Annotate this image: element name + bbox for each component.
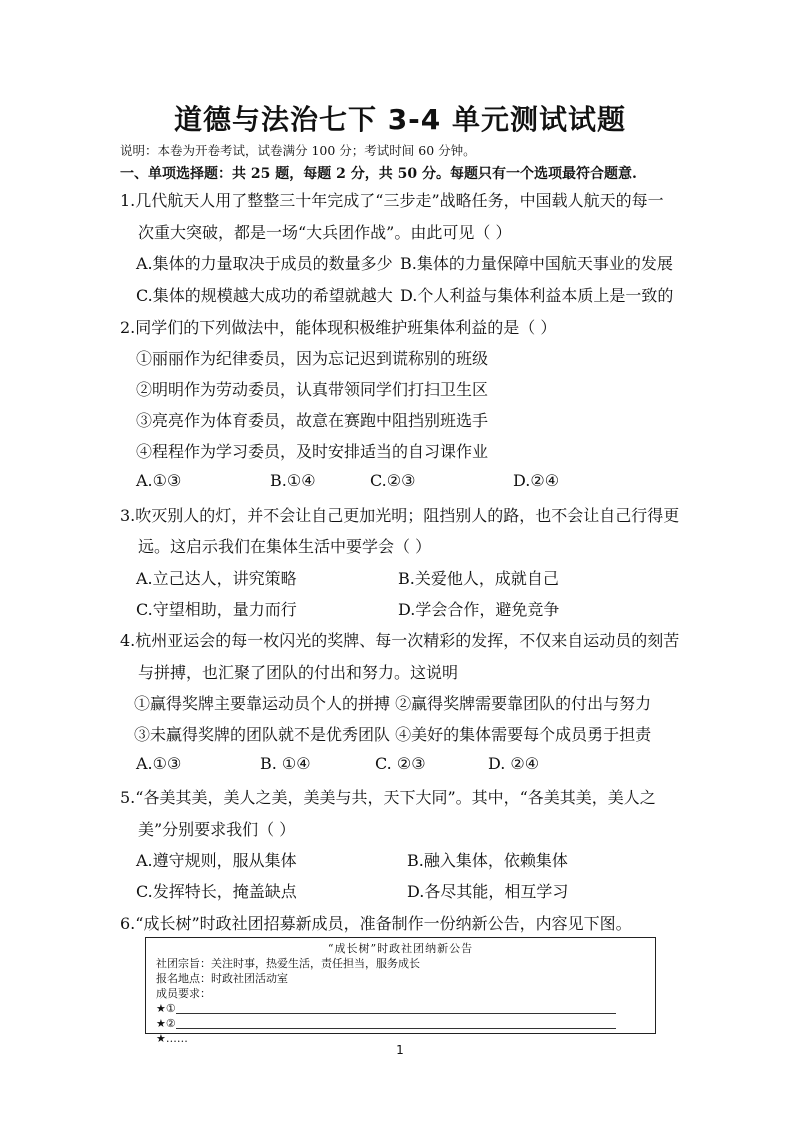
exam-instructions: 说明：本卷为开卷考试，试卷满分 100 分；考试时间 60 分钟。 — [120, 143, 476, 158]
notice-location: 报名地点：时政社团活动室 — [156, 972, 288, 985]
question-1-stem-line-2: 次重大突破，都是一场“大兵团作战”。由此可见（ ） — [138, 223, 512, 242]
question-5-option-c: C.发挥特长，掩盖缺点 — [136, 882, 297, 901]
question-1-option-d: D.个人利益与集体利益本质上是一致的 — [400, 286, 674, 305]
question-2-statement-2: ②明明作为劳动委员，认真带领同学们打扫卫生区 — [136, 380, 489, 399]
question-2-option-b: B.①④ — [270, 471, 316, 490]
question-4-option-a: A.①③ — [136, 754, 182, 773]
question-3-option-d: D.学会合作，避免竞争 — [398, 600, 560, 619]
question-1-option-c: C.集体的规模越大成功的希望就越大 — [136, 286, 393, 305]
question-1-option-a: A.集体的力量取决于成员的数量多少 — [136, 254, 393, 273]
notice-requirement-1-label: ★① — [156, 1002, 176, 1015]
question-3-stem-line-1: 3.吹灭别人的灯，并不会让自己更加光明；阻挡别人的路，也不会让自己行得更 — [120, 506, 680, 525]
question-4-stem-line-1: 4.杭州亚运会的每一枚闪光的奖牌、每一次精彩的发挥，不仅来自运动员的刻苦 — [120, 631, 680, 650]
section-heading: 一、单项选择题：共 25 题，每题 2 分，共 50 分。每题只有一个选项最符合题意. — [120, 166, 637, 182]
question-3-option-b: B.关爱他人，成就自己 — [398, 569, 559, 588]
question-2-statement-1: ①丽丽作为纪律委员，因为忘记迟到谎称别的班级 — [136, 349, 489, 368]
question-2-option-a: A.①③ — [136, 471, 182, 490]
question-4-statements-line-2: ③未赢得奖牌的团队就不是优秀团队 ④美好的集体需要每个成员勇于担责 — [134, 725, 652, 744]
question-4-option-d: D. ②④ — [488, 754, 540, 773]
question-3-option-a: A.立己达人，讲究策略 — [136, 569, 297, 588]
question-6-stem: 6.“成长树”时政社团招募新成员，准备制作一份纳新公告，内容见下图。 — [120, 914, 632, 933]
notice-title: “成长树”时政社团纳新公告 — [327, 942, 474, 955]
question-4-option-c: C. ②③ — [375, 754, 426, 773]
notice-requirement-more: ★…… — [156, 1032, 188, 1045]
question-2-statement-3: ③亮亮作为体育委员，故意在赛跑中阻挡别班选手 — [136, 411, 489, 430]
notice-requirements-label: 成员要求： — [156, 987, 211, 1000]
recruitment-notice-figure — [145, 937, 656, 1045]
question-5-stem-line-1: 5.“各美其美，美人之美，美美与共，天下大同”。其中，“各美其美，美人之 — [120, 788, 656, 807]
notice-requirement-2 — [146, 1016, 655, 1031]
question-2-stem: 2.同学们的下列做法中，能体现积极维护班集体利益的是（ ） — [120, 318, 557, 337]
question-2-option-c: C.②③ — [370, 471, 416, 490]
page-number: 1 — [396, 1043, 404, 1057]
question-3-option-c: C.守望相助，量力而行 — [136, 600, 297, 619]
notice-purpose: 社团宗旨：关注时事，热爱生活，责任担当，服务成长 — [156, 957, 420, 970]
answer-blank-2 — [176, 1019, 616, 1029]
notice-requirement-1 — [146, 1001, 655, 1016]
document-title: 道德与法治七下 3-4 单元测试试题 — [173, 103, 627, 136]
question-5-option-b: B.融入集体，依赖集体 — [407, 851, 568, 870]
question-2-option-d: D.②④ — [513, 471, 560, 490]
notice-requirement-2-label: ★② — [156, 1017, 176, 1030]
question-5-option-a: A.遵守规则，服从集体 — [136, 851, 297, 870]
question-1-stem-line-1: 1.几代航天人用了整整三十年完成了“三步走”战略任务，中国载人航天的每一 — [120, 191, 664, 210]
question-3-stem-line-2: 远。这启示我们在集体生活中要学会（ ） — [138, 537, 432, 556]
question-1-option-b: B.集体的力量保障中国航天事业的发展 — [400, 254, 673, 273]
question-5-option-d: D.各尽其能，相互学习 — [407, 882, 569, 901]
question-2-statement-4: ④程程作为学习委员，及时安排适当的自习课作业 — [136, 442, 489, 461]
question-4-statements-line-1: ①赢得奖牌主要靠运动员个人的拼搏 ②赢得奖牌需要靠团队的付出与努力 — [134, 694, 652, 713]
question-5-stem-line-2: 美”分别要求我们（ ） — [138, 820, 296, 839]
answer-blank-1 — [176, 1004, 616, 1014]
question-4-option-b: B. ①④ — [260, 754, 311, 773]
question-4-stem-line-2: 与拼搏，也汇聚了团队的付出和努力。这说明 — [138, 663, 459, 682]
